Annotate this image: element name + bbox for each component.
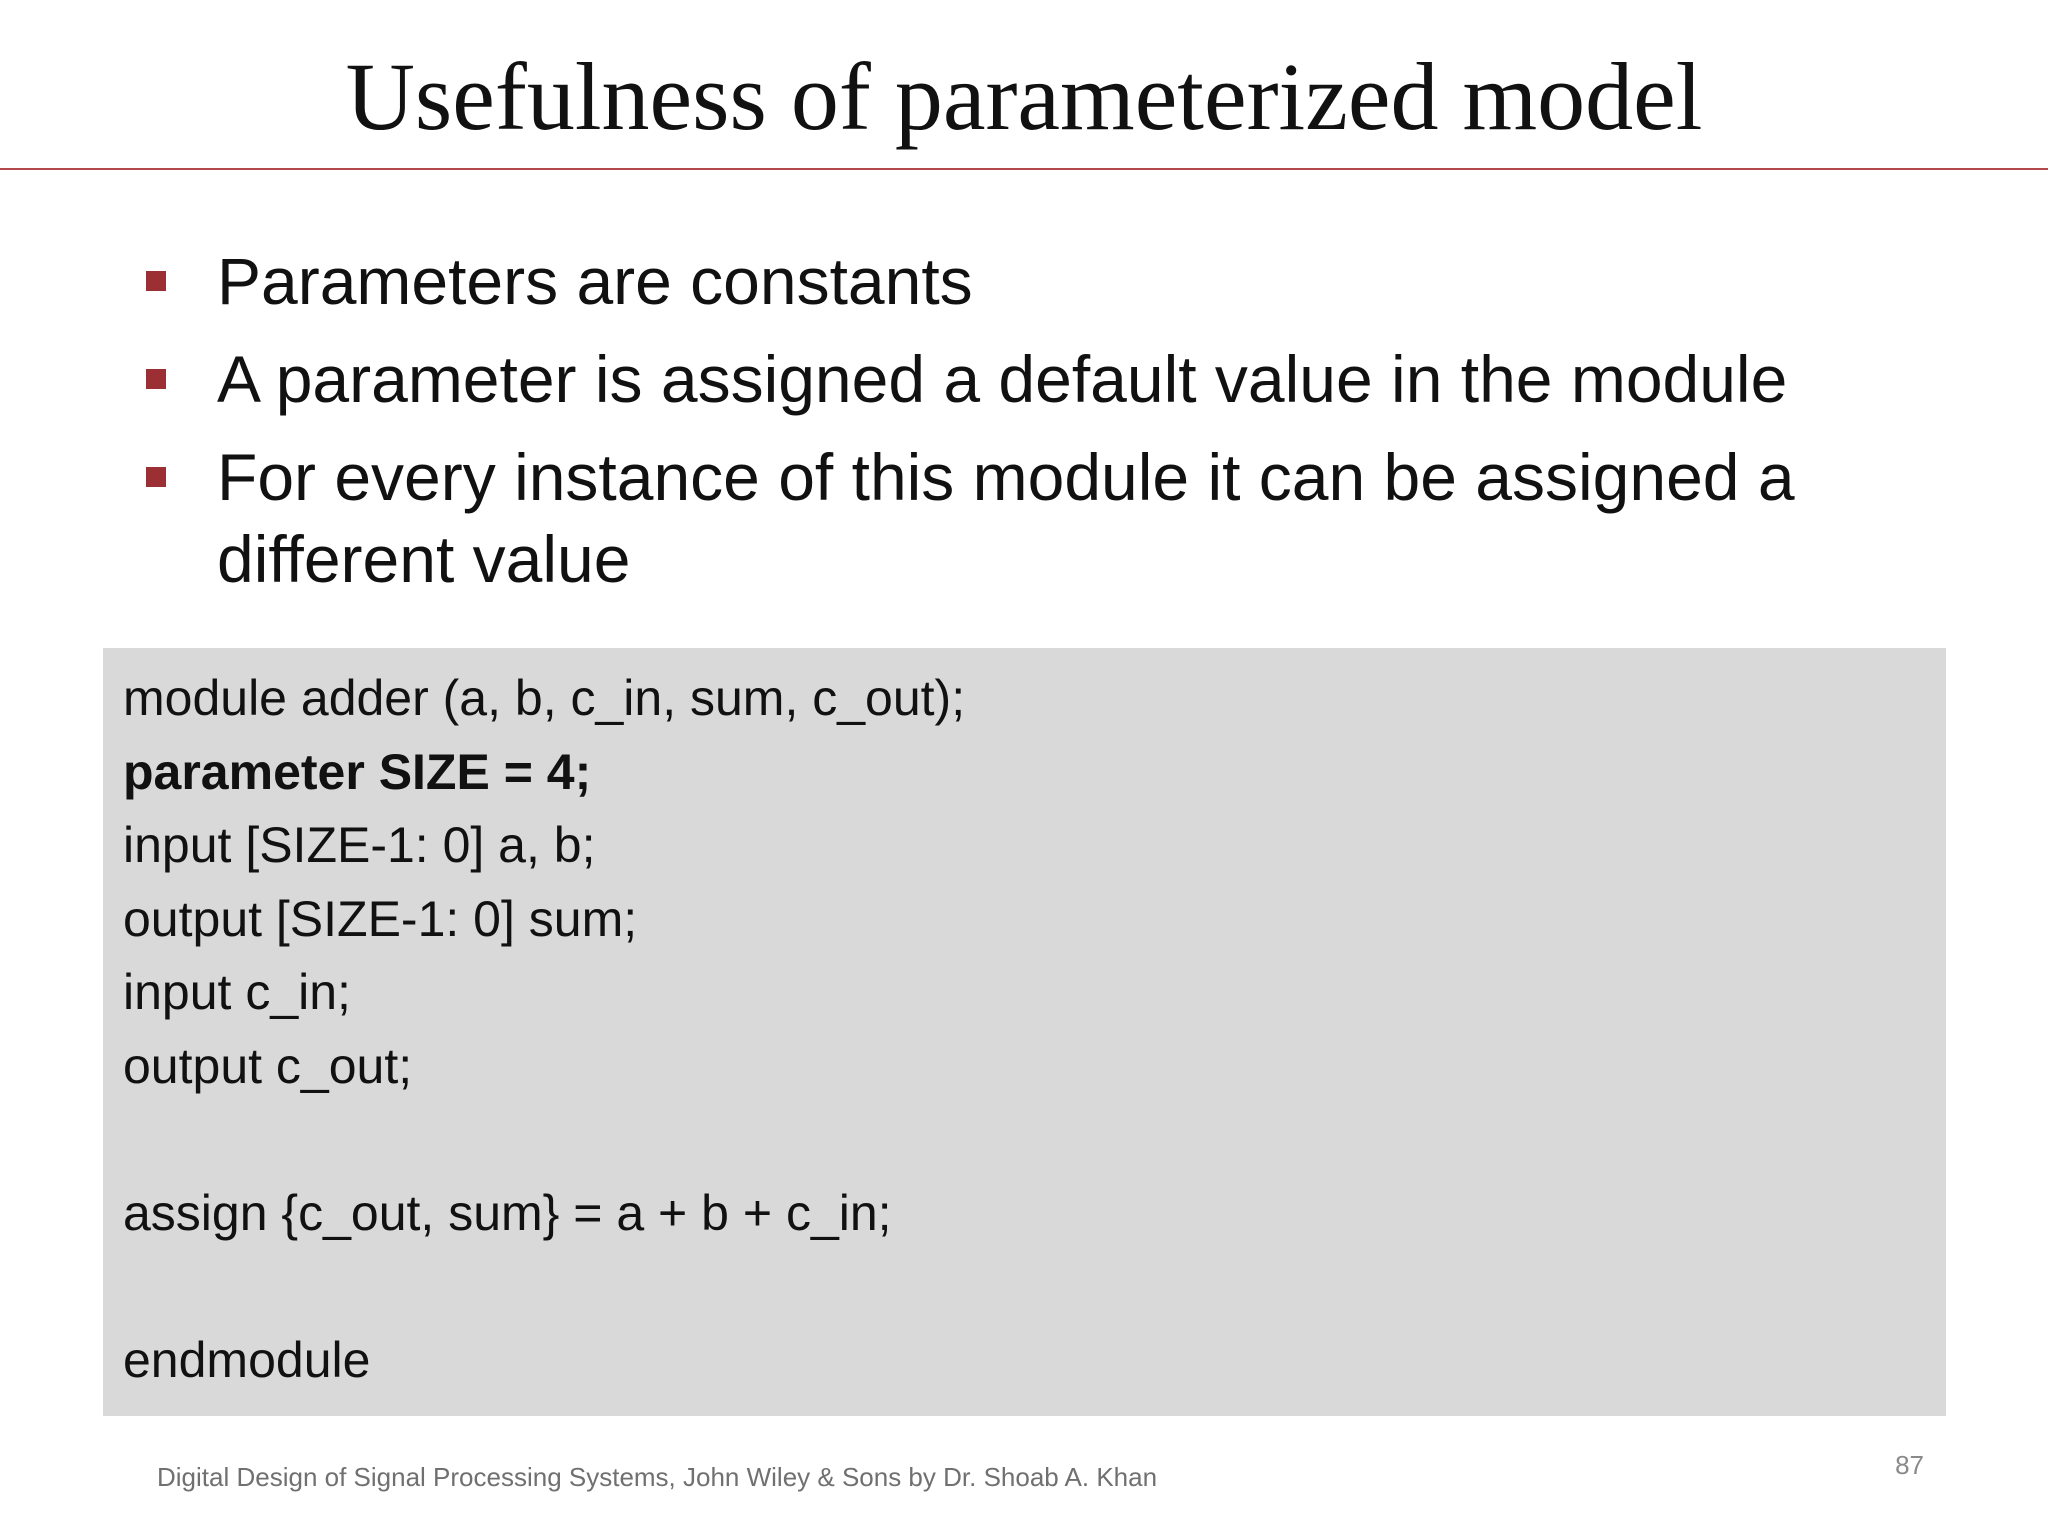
bullet-item bbox=[0, 338, 2048, 420]
page-number: 87 bbox=[1895, 1450, 1924, 1480]
code-line: assign {c_out, sum} = a + b + c_in; bbox=[123, 1185, 892, 1242]
code-line: module adder (a, b, c_in, sum, c_out); bbox=[123, 670, 966, 726]
code-line: output [SIZE-1: 0] sum; bbox=[123, 890, 638, 947]
code-block bbox=[103, 648, 1946, 1416]
square-bullet-icon bbox=[146, 271, 166, 291]
code-line: input c_in; bbox=[123, 964, 351, 1021]
square-bullet-icon bbox=[146, 369, 166, 389]
footer-citation: Digital Design of Signal Processing Systems, John Wiley & Sons by Dr. Shoab A. Khan bbox=[157, 1462, 1158, 1492]
bullet-text: A parameter is assigned a default value in the module bbox=[217, 342, 1788, 416]
code-line-parameter: parameter SIZE = 4; bbox=[123, 743, 592, 800]
slide-title: Usefulness of parameterized model bbox=[345, 43, 1703, 150]
bullet-text: For every instance of this module it can be assigned a different value bbox=[217, 440, 1795, 596]
bullet-text: Parameters are constants bbox=[217, 244, 973, 318]
bullet-list bbox=[0, 240, 2048, 616]
code-line: endmodule bbox=[123, 1332, 371, 1389]
square-bullet-icon bbox=[146, 467, 166, 487]
bullet-item bbox=[0, 240, 2048, 322]
code-line-blank bbox=[123, 1104, 1946, 1178]
code-line: input [SIZE-1: 0] a, b; bbox=[123, 817, 596, 874]
code-line-blank bbox=[123, 1251, 1946, 1325]
bullet-item bbox=[0, 436, 2048, 600]
code-line: output c_out; bbox=[123, 1037, 413, 1094]
title-divider bbox=[0, 168, 2048, 170]
